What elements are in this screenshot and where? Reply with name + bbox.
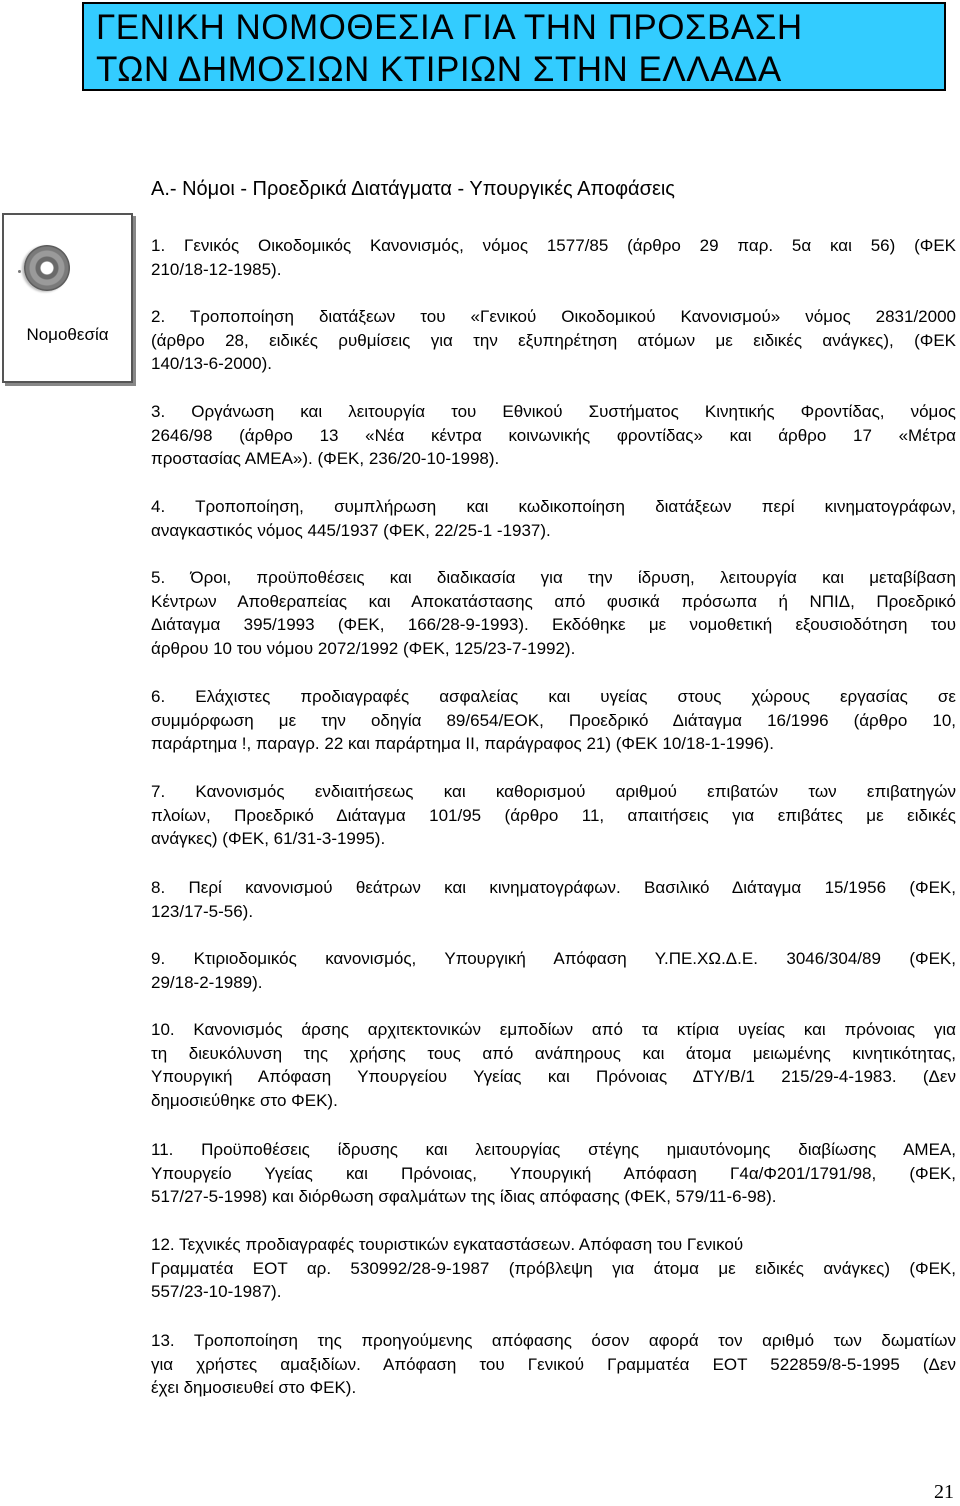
law-item-line: δημοσιεύθηκε στο ΦΕΚ). <box>151 1090 338 1110</box>
law-item-1 <box>151 234 956 281</box>
page-number: 21 <box>934 1481 954 1503</box>
law-item-line: προστασίας ΑΜΕΑ»). (ΦΕΚ, 236/20-10-1998). <box>151 449 500 468</box>
law-item-5 <box>151 566 956 660</box>
law-item-line: 10. Κανονισμός άρσης αρχιτεκτονικών εμποδίων από τα κτίρια υγείας και πρόνοιας για <box>151 1020 956 1039</box>
law-item-9 <box>151 947 956 994</box>
law-item-10 <box>151 1018 956 1112</box>
law-item-line: τη διευκόλυνση της χρήσης τους από ανάπηρους και άτομα μειωμένης κινητικότητας, <box>151 1043 956 1063</box>
law-item-line: παράρτημα !, παραγρ. 22 και παράρτημα ΙΙ, παράγραφος 21) (ΦΕΚ 10/18-1-1996). <box>151 734 774 753</box>
law-item-4 <box>151 495 956 542</box>
law-item-2 <box>151 305 956 376</box>
law-item-11 <box>151 1138 956 1209</box>
title-line-1: ΓΕΝΙΚΗ ΝΟΜΟΘΕΣΙΑ ΓΙΑ ΤΗΝ ΠΡΟΣΒΑΣΗ <box>96 8 803 47</box>
law-item-line: 2646/98 (άρθρο 13 «Νέα κέντρα κοινωνικής φροντίδας» και άρθρο 17 «Μέτρα <box>151 425 956 445</box>
law-item-line: 4. Τροποποίηση, συμπλήρωση και κωδικοποίηση διατάξεων περί κινηματογράφων, <box>151 497 956 516</box>
law-item-line: 7. Κανονισμός ενδιαιτήσεως και καθορισμού αριθμού επιβατών των επιβατηγών <box>151 782 956 801</box>
law-item-line: Υπουργείο Υγείας και Πρόνοιας, Υπουργική Απόφαση Γ4α/Φ201/1791/98, (ΦΕΚ, <box>151 1163 956 1183</box>
law-item-line: 12. Τεχνικές προδιαγραφές τουριστικών εγκαταστάσεων. Απόφαση του Γενικού <box>151 1235 744 1254</box>
law-item-6 <box>151 685 956 756</box>
law-item-line: 11. Προϋποθέσεις ίδρυσης και λειτουργίας στέγης ημιαυτόνομης διαβίωσης ΑΜΕΑ, <box>151 1140 956 1159</box>
law-item-line: συμμόρφωση με την οδηγία 89/654/ΕΟΚ, Προεδρικό Διάταγμα 16/1996 (άρθρο 10, <box>151 710 956 730</box>
law-item-line: 9. Κτιριοδομικός κανονισμός, Υπουργική Απόφαση Υ.ΠΕ.ΧΩ.Δ.Ε. 3046/304/89 (ΦΕΚ, <box>151 949 956 968</box>
law-item-13 <box>151 1329 956 1400</box>
law-item-line: 557/23-10-1987). <box>151 1282 282 1301</box>
dot-mark <box>18 270 21 273</box>
law-item-line: 1. Γενικός Οικοδομικός Κανονισμός, νόμος 1577/85 (άρθρο 29 παρ. 5α και 56) (ΦΕΚ <box>151 236 956 255</box>
law-item-line: για χρήστες αμαξιδίων. Απόφαση του Γενικού Γραμματέα ΕΟΤ 522859/8-5-1995 (Δεν <box>151 1354 956 1374</box>
law-item-line: 6. Ελάχιστες προδιαγραφές ασφαλείας και υγείας στους χώρους εργασίας σε <box>151 687 956 706</box>
sidebar-label: Νομοθεσία <box>26 325 109 344</box>
law-item-line: ανάγκες) (ΦΕΚ, 61/31-3-1995). <box>151 829 386 848</box>
law-item-line: 210/18-12-1985). <box>151 259 282 279</box>
law-item-line: Κέντρων Αποθεραπείας και Αποκατάστασης από φυσικά πρόσωπα ή ΝΠΙΔ, Προεδρικό <box>151 591 956 611</box>
law-item-line: 2. Τροποποίηση διατάξεων του «Γενικού Οικοδομικού Κανονισμού» νόμος 2831/2000 <box>151 307 956 326</box>
title-line-2: ΤΩΝ ΔΗΜΟΣΙΩΝ ΚΤΙΡΙΩΝ ΣΤΗΝ ΕΛΛΑΔΑ <box>96 50 782 89</box>
law-item-line: 517/27-5-1998) και διόρθωση σφαλμάτων της ίδιας απόφασης (ΦΕΚ, 579/11-6-98). <box>151 1187 777 1206</box>
law-item-line: 5. Όροι, προϋποθέσεις και διαδικασία για την ίδρυση, λειτουργία και μεταβίβαση <box>151 568 956 587</box>
legislation-sidebar-box <box>2 213 133 383</box>
law-item-line: 13. Τροποποίηση της προηγούμενης απόφασης όσον αφορά τον αριθμό των δωματίων <box>151 1331 956 1350</box>
law-item-line: 3. Οργάνωση και λειτουργία του Εθνικού Συστήματος Κινητικής Φροντίδας, νόμος <box>151 402 956 421</box>
law-item-line: (άρθρο 28, ειδικές ρυθμίσεις για την εξυπηρέτηση ατόμων με ειδικές ανάγκες), (ΦΕΚ <box>151 330 956 350</box>
law-item-3 <box>151 400 956 471</box>
law-item-line: πλοίων, Προεδρικό Διάταγμα 101/95 (άρθρο 11, απαιτήσεις για επιβάτες με ειδικές <box>151 805 956 825</box>
law-item-line: Γραμματέα ΕΟΤ αρ. 530992/28-9-1987 (πρόβλεψη για άτομα με ειδικές ανάγκες) (ΦΕΚ, <box>151 1258 956 1278</box>
law-item-line: αναγκαστικός νόμος 445/1937 (ΦΕΚ, 22/25-1 -1937). <box>151 520 551 540</box>
law-item-line: έχει δημοσιευθεί στο ΦΕΚ). <box>151 1378 357 1397</box>
title-banner <box>82 2 946 91</box>
disc-icon <box>24 245 70 291</box>
law-item-line: 123/17-5-56). <box>151 901 254 921</box>
law-item-line: 29/18-2-1989). <box>151 972 263 992</box>
law-item-line: Υπουργική Απόφαση Υπουργείου Υγείας και Πρόνοιας ΔΤΥ/Β/1 215/29-4-1983. (Δεν <box>151 1067 956 1086</box>
law-item-line: 140/13-6-2000). <box>151 354 272 373</box>
law-item-line: άρθρου 10 του νόμου 2072/1992 (ΦΕΚ, 125/23-7-1992). <box>151 638 576 658</box>
section-heading: Α.- Νόμοι - Προεδρικά Διατάγματα - Υπουργικές Αποφάσεις <box>151 178 675 200</box>
law-item-12 <box>151 1233 956 1304</box>
law-item-7 <box>151 780 956 851</box>
law-item-line: Διάταγμα 395/1993 (ΦΕΚ, 166/28-9-1993). Εκδόθηκε με νομοθετική εξουσιοδότηση του <box>151 615 956 634</box>
law-item-line: 8. Περί κανονισμού θεάτρων και κινηματογράφων. Βασιλικό Διάταγμα 15/1956 (ΦΕΚ, <box>151 878 956 897</box>
law-item-8 <box>151 876 956 923</box>
